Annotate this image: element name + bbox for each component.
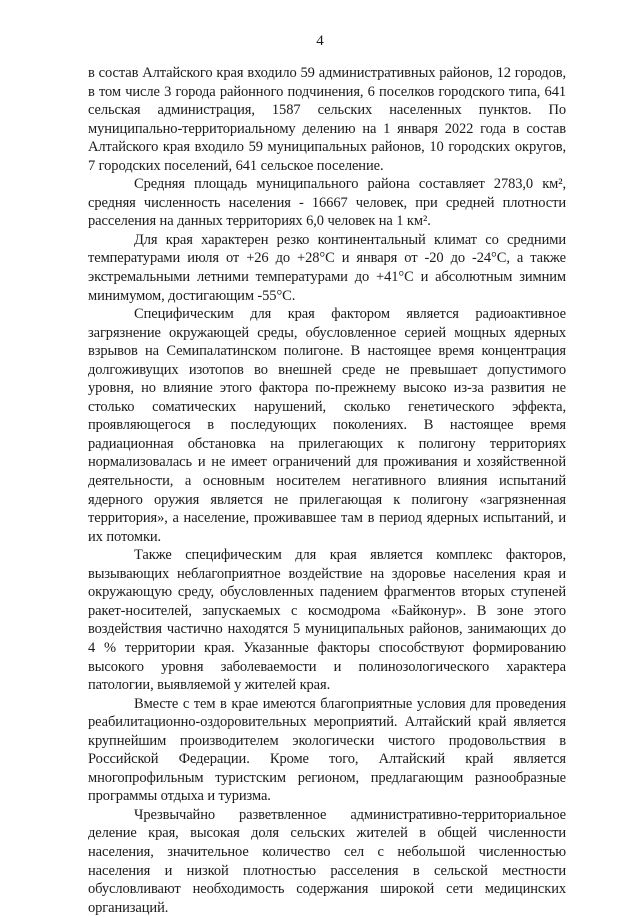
page-number: 4 xyxy=(316,33,324,49)
paragraph-climate: Для края характерен резко континентальный климат со средними температурами июля от +26 до +28°С и января от -20 до -24°С, а также экстремальными летними температурами до +41°С и абсолютным зимним минимумом, достигающим -55°С. xyxy=(88,231,566,304)
paragraph-area-density: Средняя площадь муниципального района составляет 2783,0 км², средняя численность населения - 16667 человек, при средней плотности расселения на данных территориях 6,0 человек на 1 км². xyxy=(88,176,566,230)
paragraph-radiation: Специфическим для края фактором является радиоактивное загрязнение окружающей среды, обусловленное серией мощных ядерных взрывов на Семипалатинском полигоне. В настоящее время концентрация долгоживущих изотопов во внешней среде не превышает допустимого уровня, но влияние этого фактора по-прежнему высоко из-за развития не столько соматических нарушений, сколько генетического эффекта, проявляющегося в последующих поколениях. В настоящее время радиационная обстановка на прилегающих к полигону территориях нормализовалась и не имеет ограничений для проживания и хозяйственной деятельности, а основным носителем негативного влияния испытаний ядерного оружия является не прилегающая к полигону «загрязненная территория», а население, проживавшее там в период ядерных испытаний, и их потомки. xyxy=(88,306,566,545)
paragraph-rocket-factors: Также специфическим для края является комплекс факторов, вызывающих неблагоприятное воздействие на здоровье населения края и окружающую среду, обусловленных падением фрагментов вторых ступеней ракет-носителей, запускаемых с космодрома «Байконур». В зоне этого воздействия частично находятся 5 муниципальных районов, занимающих до 4 % территории края. Указанные факторы способствуют формированию высокого уровня заболеваемости и полинозологического характера патологии, выявляемой у жителей края. xyxy=(88,547,566,694)
document-body xyxy=(88,64,566,917)
paragraph-rehabilitation: Вместе с тем в крае имеются благоприятные условия для проведения реабилитационно-оздоровительных мероприятий. Алтайский край является крупнейшим производителем экологически чистого продовольствия в Российской Федерации. Кроме того, Алтайский край является многопрофильным туристским регионом, предлагающим разнообразные программы отдыха и туризма. xyxy=(88,695,566,805)
paragraph-medical-network: Чрезвычайно разветвленное административно-территориальное деление края, высокая доля сельских жителей в общей численности населения, значительное количество сел с небольшой численностью населения и низкой плотностью расселения в сельской местности обусловливают необходимость содержания широкой сети медицинских организаций. xyxy=(88,806,566,916)
paragraph-admin-division: в состав Алтайского края входило 59 административных районов, 12 городов, в том числе 3 города районного подчинения, 6 поселков городского типа, 641 сельская администрация, 1587 сельских населенных пунктов. По муниципально-территориальному делению на 1 января 2022 года в состав Алтайского края входило 59 муниципальных районов, 10 городских округов, 7 городских поселений, 641 сельское поселение. xyxy=(88,65,566,174)
